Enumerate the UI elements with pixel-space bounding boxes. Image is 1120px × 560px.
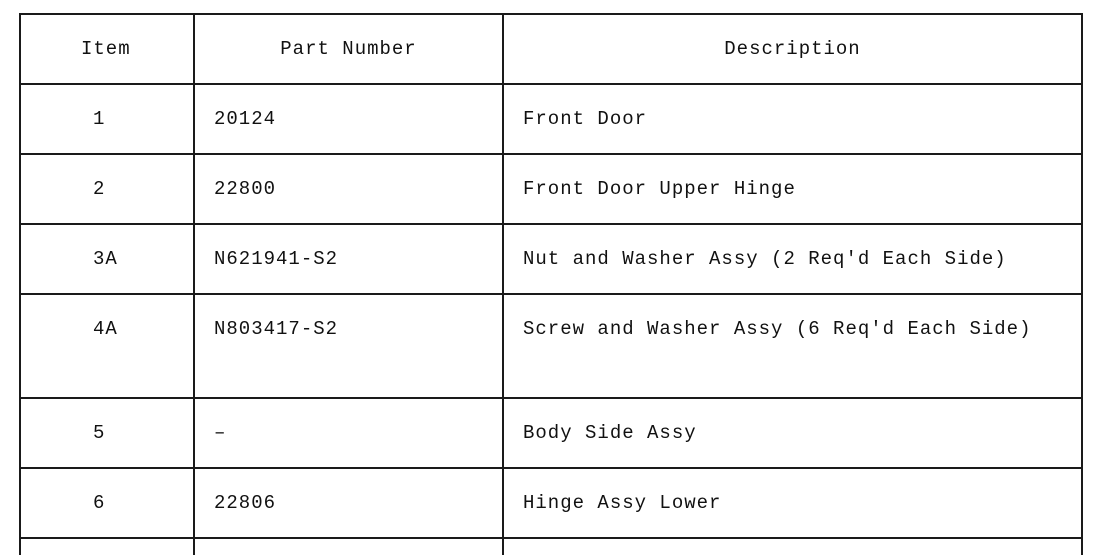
part-number-cell: N803417-S2 [194, 294, 503, 398]
empty-cell [503, 538, 1082, 555]
table-row [20, 294, 1082, 398]
header-part-number: Part Number [194, 14, 503, 84]
table-row [20, 224, 1082, 294]
parts-table [19, 13, 1083, 555]
part-number-cell: 22800 [194, 154, 503, 224]
part-number-cell: N621941-S2 [194, 224, 503, 294]
description-cell: Hinge Assy Lower [503, 468, 1082, 538]
item-cell: 1 [20, 84, 194, 154]
item-cell: 3A [20, 224, 194, 294]
part-number-cell: – [194, 398, 503, 468]
header-description: Description [503, 14, 1082, 84]
part-number-cell: 20124 [194, 84, 503, 154]
table-row [20, 154, 1082, 224]
description-cell: Front Door [503, 84, 1082, 154]
header-item: Item [20, 14, 194, 84]
table-header-row [20, 14, 1082, 84]
description-cell: Nut and Washer Assy (2 Req'd Each Side) [503, 224, 1082, 294]
description-cell: Screw and Washer Assy (6 Req'd Each Side) [503, 294, 1082, 398]
table-row [20, 398, 1082, 468]
empty-cell [20, 538, 194, 555]
table-row-cut-off [20, 538, 1082, 555]
item-cell: 2 [20, 154, 194, 224]
empty-cell [194, 538, 503, 555]
description-cell: Body Side Assy [503, 398, 1082, 468]
item-cell: 5 [20, 398, 194, 468]
description-cell: Front Door Upper Hinge [503, 154, 1082, 224]
item-cell: 6 [20, 468, 194, 538]
part-number-cell: 22806 [194, 468, 503, 538]
item-cell: 4A [20, 294, 194, 398]
table-row [20, 468, 1082, 538]
table-row [20, 84, 1082, 154]
